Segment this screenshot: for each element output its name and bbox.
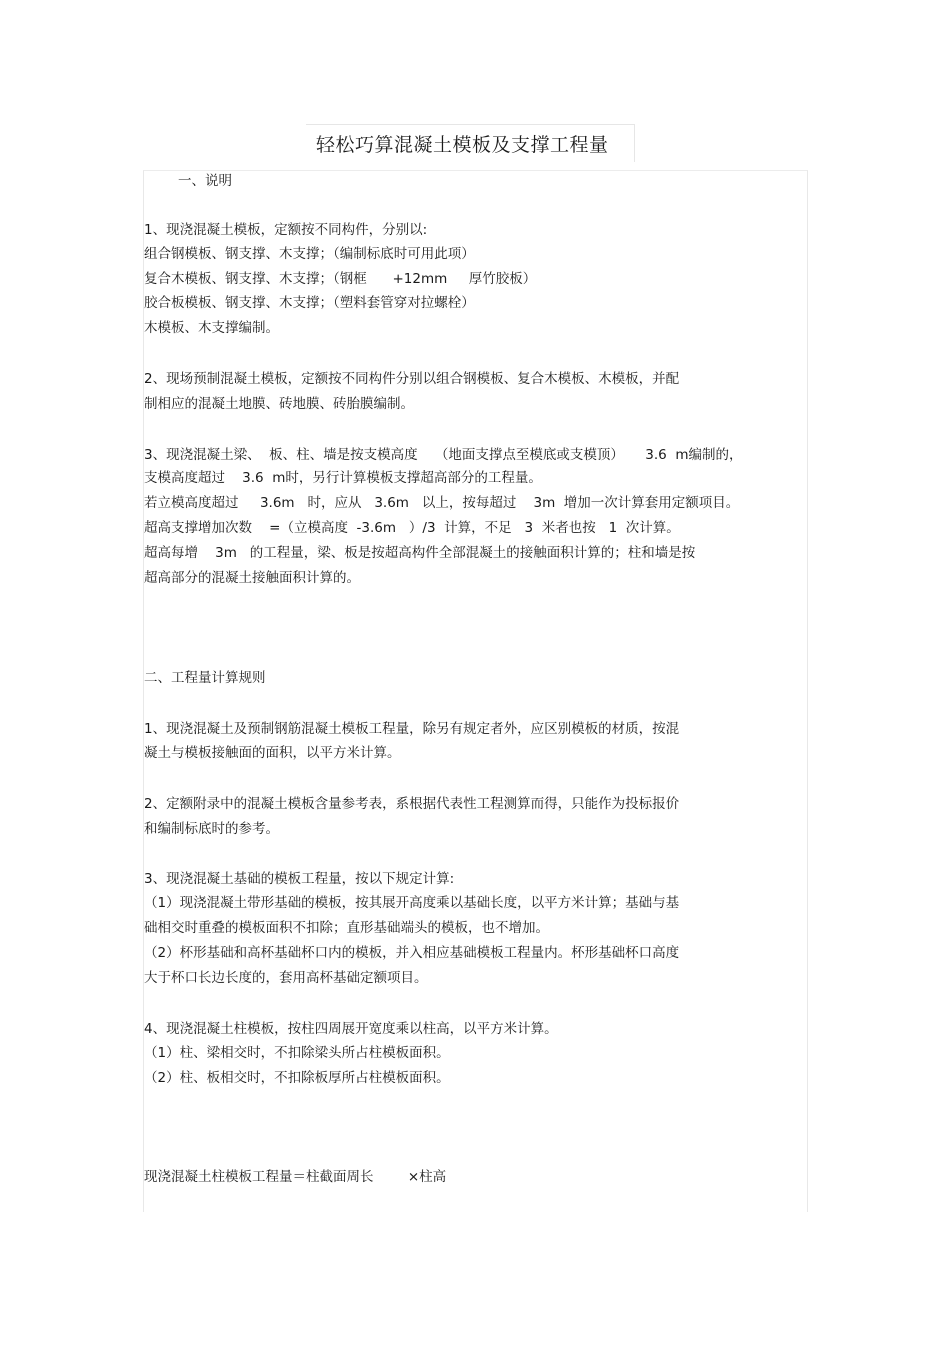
formula-line: 现浇混凝土柱模板工程量＝柱截面周长 ×柱高: [144, 1169, 447, 1185]
paragraph-line: 1、现浇混凝土及预制钢筋混凝土模板工程量，除另有规定者外，应区别模板的材质，按混: [144, 721, 680, 737]
paragraph-line: 础相交时重叠的模板面积不扣除；直形基础端头的模板，也不增加。: [144, 920, 549, 936]
paragraph-line: 4、现浇混凝土柱模板，按柱四周展开宽度乘以柱高，以平方米计算。: [144, 1021, 558, 1037]
section-heading-rules: 二、工程量计算规则: [144, 670, 266, 686]
section-heading-explanation: 一、说明: [178, 173, 232, 189]
paragraph-line: （1）柱、梁相交时，不扣除梁头所占柱模板面积。: [144, 1045, 450, 1061]
paragraph-line: 大于杯口长边长度的，套用高杯基础定额项目。: [144, 970, 428, 986]
paragraph-line: 2、现场预制混凝土模板，定额按不同构件分别以组合钢模板、复合木模板、木模板，并配: [144, 371, 680, 387]
paragraph-line: （2）柱、板相交时，不扣除板厚所占柱模板面积。: [144, 1070, 450, 1086]
paragraph-line: 制相应的混凝土地膜、砖地膜、砖胎膜编制。: [144, 396, 414, 412]
paragraph-line: 组合钢模板、钢支撑、木支撑；（编制标底时可用此项）: [144, 246, 475, 262]
paragraph-line: 胶合板模板、钢支撑、木支撑；（塑料套管穿对拉螺栓）: [144, 295, 475, 311]
paragraph-line: 1、现浇混凝土模板，定额按不同构件，分别以:: [144, 222, 428, 238]
paragraph-line: 超高每增 3m 的工程量，梁、板是按超高构件全部混凝土的接触面积计算的；柱和墙是按: [144, 545, 696, 561]
paragraph-line: 3、现浇混凝土梁、 板、柱、墙是按支模高度 （地面支撑点至模底或支模顶） 3.6 m编制的，: [144, 447, 743, 463]
paragraph-line: 木模板、木支撑编制。: [144, 320, 279, 336]
paragraph-line: （2）杯形基础和高杯基础杯口内的模板，并入相应基础模板工程量内。杯形基础杯口高度: [144, 945, 680, 961]
paragraph-line: （1）现浇混凝土带形基础的模板，按其展开高度乘以基础长度，以平方米计算；基础与基: [144, 895, 680, 911]
paragraph-line: 2、定额附录中的混凝土模板含量参考表，系根据代表性工程测算而得，只能作为投标报价: [144, 796, 680, 812]
paragraph-line: 若立模高度超过 3.6m 时，应从 3.6m 以上，按每超过 3m 增加一次计算套用定额项目。: [144, 495, 740, 511]
paragraph-line: 3、现浇混凝土基础的模板工程量，按以下规定计算:: [144, 871, 455, 887]
paragraph-line: 复合木模板、钢支撑、木支撑；（钢框 +12mm 厚竹胶板）: [144, 271, 537, 287]
paragraph-line: 和编制标底时的参考。: [144, 821, 279, 837]
paragraph-line: 超高支撑增加次数 =（立模高度 -3.6m ）/3 计算，不足 3 米者也按 1 次计算。: [144, 520, 680, 536]
paragraph-line: 超高部分的混凝土接触面积计算的。: [144, 570, 360, 586]
paragraph-line: 支模高度超过 3.6 m时，另行计算模板支撑超高部分的工程量。: [144, 470, 542, 486]
page-title: 轻松巧算混凝土模板及支撑工程量: [316, 134, 609, 156]
paragraph-line: 凝土与模板接触面的面积，以平方米计算。: [144, 745, 401, 761]
